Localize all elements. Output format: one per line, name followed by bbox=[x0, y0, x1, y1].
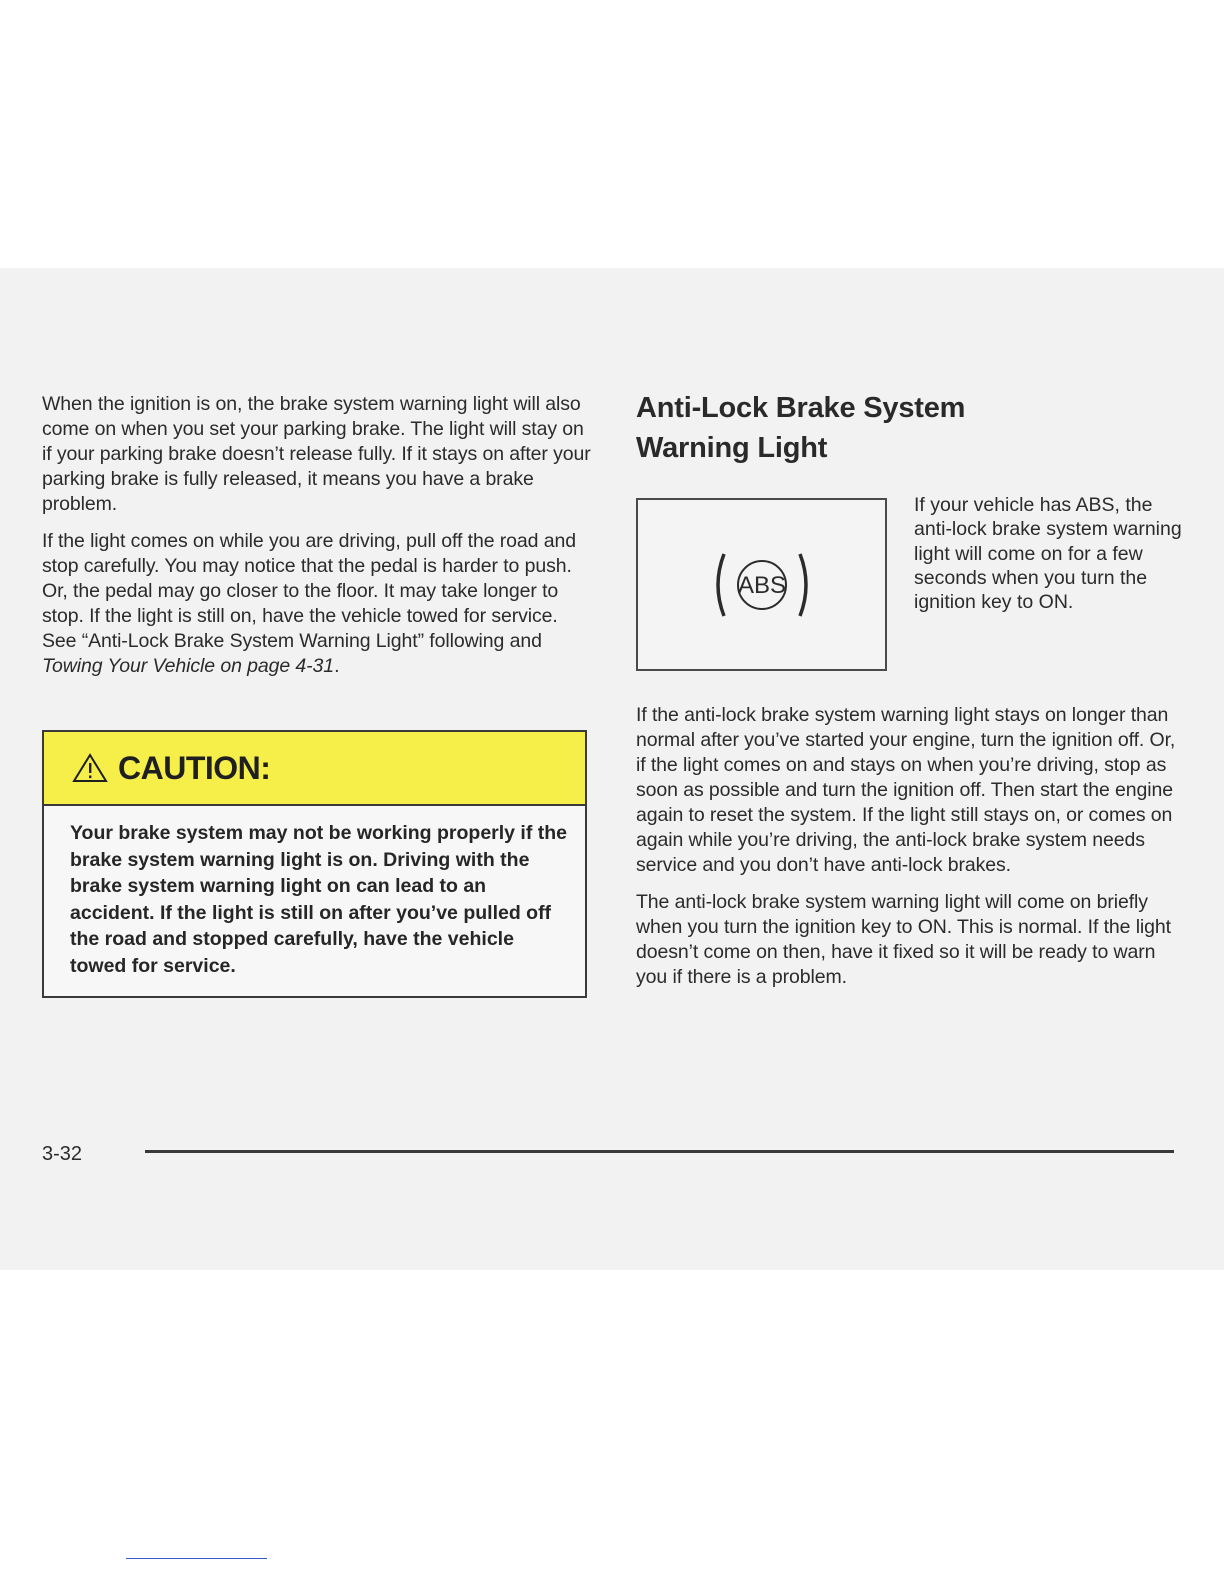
pull-off-road-text: If the light comes on while you are driving, pull off the road and stop carefully. You may notice that the pedal is harder to push. Or, the pedal may go closer to the floor. It may take longer to stop. If the light is still on, have the vehicle towed for service. See “Anti-Lock Brake System Warning Light” following and bbox=[42, 530, 576, 652]
abs-warning-light-icon bbox=[710, 546, 814, 624]
left-column bbox=[42, 392, 592, 691]
right-column-heading bbox=[636, 388, 1181, 468]
period: . bbox=[334, 655, 340, 677]
section-title-line1: Anti-Lock Brake System bbox=[636, 392, 966, 424]
towing-reference-link[interactable]: Towing Your Vehicle on page 4-31 bbox=[42, 655, 335, 677]
abs-symbol-text: ABS bbox=[737, 572, 787, 599]
pull-off-road-paragraph bbox=[42, 529, 592, 679]
warning-triangle-icon bbox=[72, 752, 108, 784]
caution-box bbox=[42, 730, 587, 998]
abs-briefly-on-paragraph: The anti-lock brake system warning light will come on briefly when you turn the ignition key to ON. This is normal. If the light doesn’t come on then, have it fixed so it will be ready to warn you if there is a problem. bbox=[636, 891, 1171, 988]
section-title-line2: Warning Light bbox=[636, 432, 828, 464]
abs-figure bbox=[636, 498, 887, 671]
abs-intro-text: If your vehicle has ABS, the anti-lock brake system warning light will come on for a few seconds when you turn the ignition key to ON. bbox=[914, 494, 1182, 614]
page-number: 3-32 bbox=[42, 1143, 83, 1165]
caution-title: CAUTION: bbox=[118, 749, 271, 786]
brake-warning-paragraph: When the ignition is on, the brake system warning light will also come on when you set your parking brake. The light will stay on if your parking brake doesn’t release fully. If it stays on after your parking brake is fully released, it means you have a brake problem. bbox=[42, 393, 591, 515]
footer-divider bbox=[145, 1150, 1174, 1153]
caution-header bbox=[44, 732, 585, 806]
bottom-link-underline bbox=[126, 1558, 267, 1559]
abs-stays-on-paragraph: If the anti-lock brake system warning light stays on longer than normal after you’ve started your engine, turn the ignition off. Or, if the light comes on and stays on when you’re driving, stop as soon as possible and turn the ignition off. Then start the engine again to reset the system. If the light still stays on, or comes on again while you’re driving, the anti-lock brake system needs service and you don’t have anti-lock brakes. bbox=[636, 704, 1176, 876]
right-column-body bbox=[636, 703, 1181, 1002]
caution-body: Your brake system may not be working properly if the brake system warning light is on. Driving with the brake system warning light on can lead to an accident. If the light is still on after you’ve pulled off the road and stopped carefully, have the vehicle towed for service. bbox=[70, 822, 568, 977]
